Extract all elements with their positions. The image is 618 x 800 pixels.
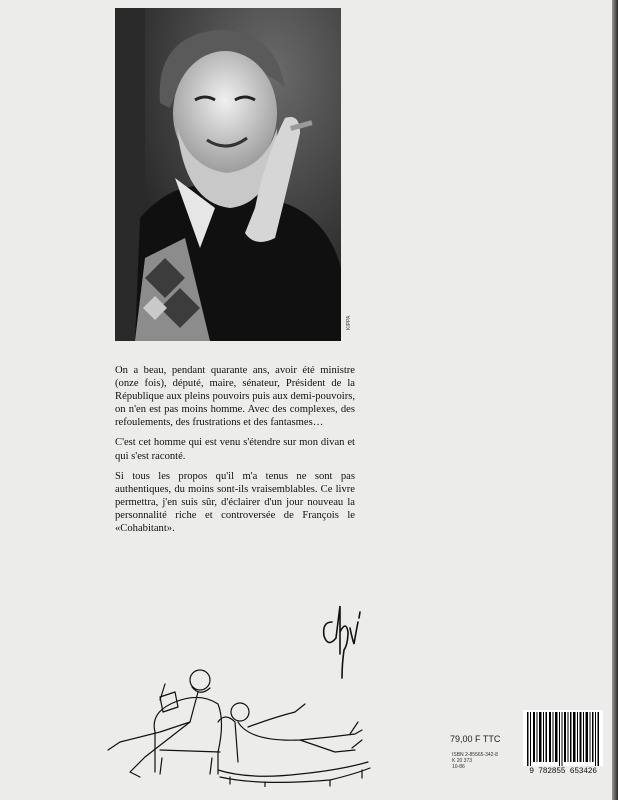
portrait-illustration (115, 8, 341, 341)
psychoanalyst-cartoon-drawing (100, 662, 380, 787)
author-portrait-photo (115, 8, 341, 341)
barcode-number: 9 782855 653426 (529, 767, 597, 776)
price-label: 79,00 F TTC (450, 734, 501, 744)
cover-edge (612, 0, 618, 800)
publication-info (452, 752, 498, 770)
catalog-code: K 20 373 (452, 758, 473, 764)
publication-date: 10-86 (452, 764, 465, 770)
blurb-paragraph-1: On a beau, pendant quarante ans, avoir été ministre (onze fois), député, maire, sénateur, Président de la République aux pleins pouvoirs puis aux demi-pouvoirs, on n'en est pas moins homme. Avec des complexes, des refoulements, des frustrations et des fantasmes… (115, 365, 355, 429)
photo-credit: KIPPA (346, 315, 352, 330)
blurb-paragraph-2: C'est cet homme qui est venu s'étendre sur mon divan et qui s'est raconté. (115, 437, 355, 462)
cover-blurb (115, 364, 355, 542)
blurb-paragraph-3: Si tous les propos qu'il m'a tenus ne sont pas authentiques, du moins sont-ils vraisemblables. Ce livre permettra, j'en suis sûr, d'éclairer d'un jour nouveau la personnalité riche et controversée de François le «Cohabitant». (115, 470, 355, 535)
isbn-text: ISBN 2-85565-342-8 (452, 752, 498, 758)
barcode (523, 710, 603, 766)
